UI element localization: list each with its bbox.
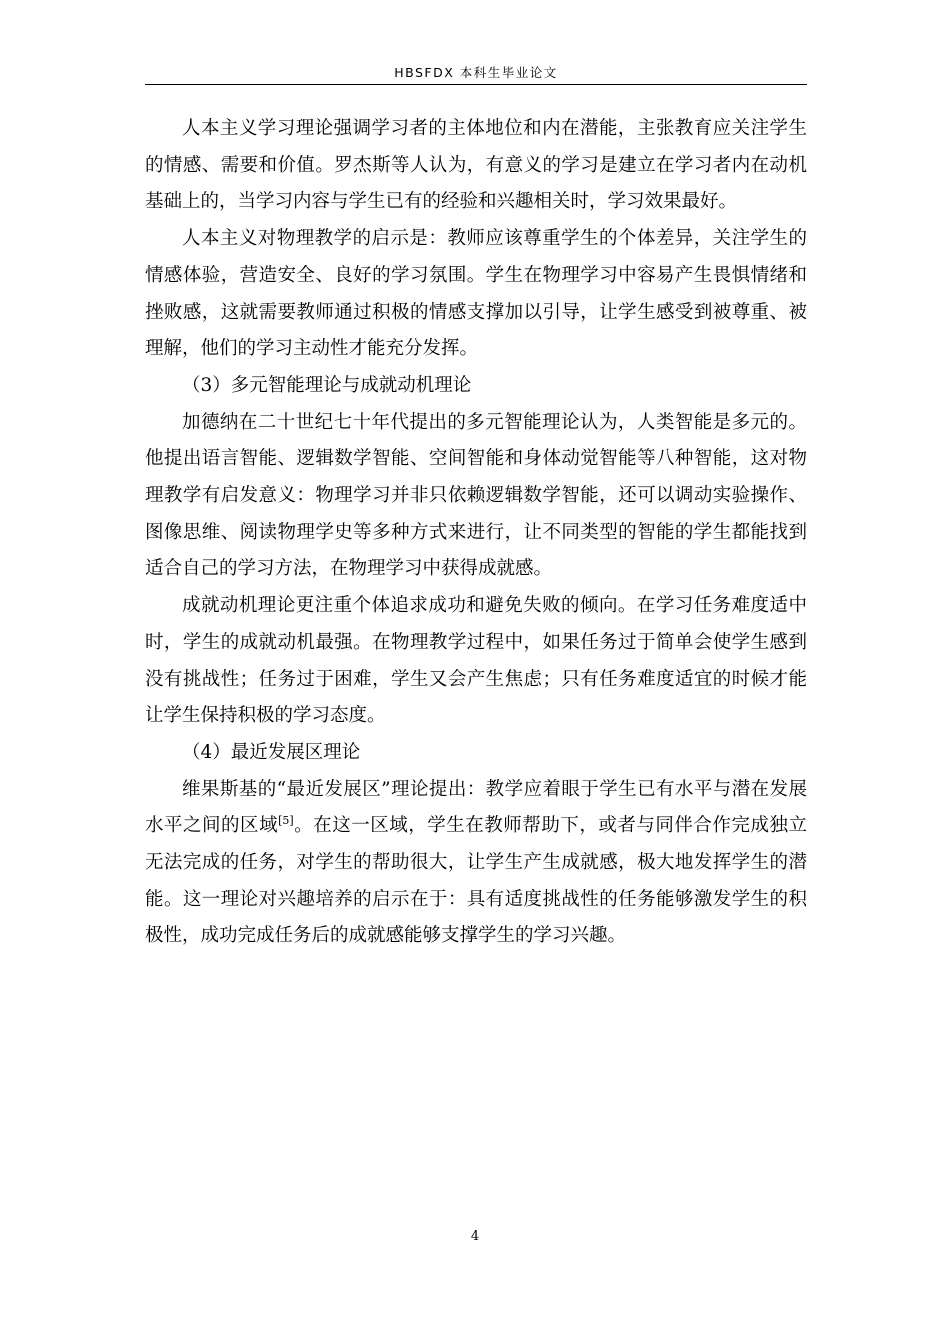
header-divider [145,84,807,85]
section-heading-multiple-intelligences: （3）多元智能理论与成就动机理论 [182,374,472,396]
section-heading-zpd: （4）最近发展区理论 [182,741,361,763]
zpd-text-after-citation: 。在这一区域，学生在教师帮助下，或者与同伴合作完成独立无法完成的任务，对学生的帮助很大，让学生产生成就感，极大地发挥学生的潜能。这一理论对兴趣培养的启示在于：具有适度挑战性的任务能够激发学生的积极性，成功完成任务后的成就感能够支撑学生的学习兴趣。 [145,815,807,947]
paragraph-humanistic-implication: 人本主义对物理教学的启示是：教师应该尊重学生的个体差异，关注学生的情感体验，营造安全、良好的学习氛围。学生在物理学习中容易产生畏惧情绪和挫败感，这就需要教师通过积极的情感支撑加以引导，让学生感受到被尊重、被理解，他们的学习主动性才能充分发挥。 [145,228,807,360]
page-number: 4 [470,1229,480,1244]
paragraph-multiple-intelligences: 加德纳在二十世纪七十年代提出的多元智能理论认为，人类智能是多元的。他提出语言智能、逻辑数学智能、空间智能和身体动觉智能等八种智能，这对物理教学有启发意义：物理学习并非只依赖逻辑数学智能，还可以调动实验操作、图像思维、阅读物理学史等多种方式来进行，让不同类型的智能的学生都能找到适合自己的学习方法，在物理学习中获得成就感。 [145,411,807,580]
citation-reference[interactable]: [5] [278,814,294,828]
body-text [145,111,807,955]
paragraph-zpd [145,772,807,956]
zpd-text-before-citation: 维果斯基的“最近发展区”理论提出：教学应着眼于学生已有水平与潜在发展水平之间的区域 [145,778,807,837]
paragraph-humanistic-theory: 人本主义学习理论强调学习者的主体地位和内在潜能，主张教育应关注学生的情感、需要和价值。罗杰斯等人认为，有意义的学习是建立在学习者内在动机基础上的，当学习内容与学生已有的经验和兴趣相关时，学习效果最好。 [145,118,807,213]
paragraph-achievement-motivation: 成就动机理论更注重个体追求成功和避免失败的倾向。在学习任务难度适中时，学生的成就动机最强。在物理教学过程中，如果任务过于简单会使学生感到没有挑战性；任务过于困难，学生又会产生焦虑；只有任务难度适宜的时候才能让学生保持积极的学习态度。 [145,595,807,727]
running-header: HBSFDX 本科生毕业论文 [394,65,558,80]
